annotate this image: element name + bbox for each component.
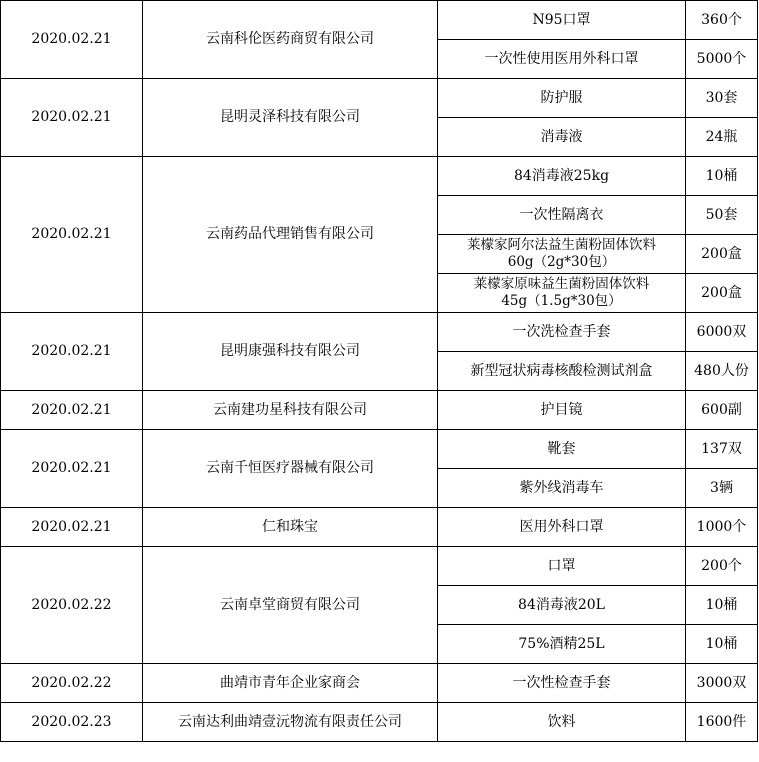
qty-cell: 1000个	[686, 508, 758, 547]
qty-cell: 50套	[686, 196, 758, 235]
qty-cell: 5000个	[686, 40, 758, 79]
item-cell	[438, 274, 686, 313]
table-row	[1, 313, 758, 352]
qty-cell: 200盒	[686, 274, 758, 313]
date-cell: 2020.02.22	[1, 664, 143, 703]
donor-cell: 云南药品代理销售有限公司	[143, 157, 438, 313]
date-cell: 2020.02.21	[1, 313, 143, 391]
date-cell: 2020.02.21	[1, 79, 143, 157]
item-cell: 紫外线消毒车	[438, 469, 686, 508]
table-row	[1, 508, 758, 547]
qty-cell: 1600件	[686, 703, 758, 742]
qty-cell: 360个	[686, 1, 758, 40]
table-row	[1, 547, 758, 586]
qty-cell: 200盒	[686, 235, 758, 274]
item-cell: 84消毒液25kg	[438, 157, 686, 196]
donor-cell: 云南达利曲靖壹沅物流有限责任公司	[143, 703, 438, 742]
donor-cell: 昆明康强科技有限公司	[143, 313, 438, 391]
qty-cell: 200个	[686, 547, 758, 586]
table-row	[1, 157, 758, 196]
item-spec-line: 60g（2g*30包）	[507, 254, 616, 270]
date-cell: 2020.02.21	[1, 1, 143, 79]
item-cell: 84消毒液20L	[438, 586, 686, 625]
qty-cell: 3000双	[686, 664, 758, 703]
qty-cell: 10桶	[686, 586, 758, 625]
item-cell: N95口罩	[438, 1, 686, 40]
qty-cell: 30套	[686, 79, 758, 118]
item-cell: 75%酒精25L	[438, 625, 686, 664]
qty-cell: 6000双	[686, 313, 758, 352]
item-cell: 口罩	[438, 547, 686, 586]
date-cell: 2020.02.21	[1, 508, 143, 547]
donor-cell: 仁和珠宝	[143, 508, 438, 547]
item-cell	[438, 235, 686, 274]
donor-cell: 云南千恒医疗器械有限公司	[143, 430, 438, 508]
date-cell: 2020.02.21	[1, 430, 143, 508]
item-cell: 护目镜	[438, 391, 686, 430]
item-cell: 一次洗检查手套	[438, 313, 686, 352]
qty-cell: 10桶	[686, 625, 758, 664]
item-cell: 消毒液	[438, 118, 686, 157]
qty-cell: 10桶	[686, 157, 758, 196]
qty-cell: 24瓶	[686, 118, 758, 157]
date-cell: 2020.02.21	[1, 157, 143, 313]
table-row	[1, 430, 758, 469]
date-cell: 2020.02.21	[1, 391, 143, 430]
donor-cell: 昆明灵泽科技有限公司	[143, 79, 438, 157]
qty-cell: 480人份	[686, 352, 758, 391]
qty-cell: 600副	[686, 391, 758, 430]
item-cell: 防护服	[438, 79, 686, 118]
item-cell: 一次性检查手套	[438, 664, 686, 703]
donor-cell: 云南科伦医药商贸有限公司	[143, 1, 438, 79]
table-row	[1, 1, 758, 40]
donor-cell: 云南建功星科技有限公司	[143, 391, 438, 430]
table-row	[1, 703, 758, 742]
table-row	[1, 664, 758, 703]
donor-cell: 曲靖市青年企业家商会	[143, 664, 438, 703]
qty-cell: 3辆	[686, 469, 758, 508]
date-cell: 2020.02.23	[1, 703, 143, 742]
date-cell: 2020.02.22	[1, 547, 143, 664]
item-spec-line: 45g（1.5g*30包）	[501, 293, 622, 309]
item-cell: 新型冠状病毒核酸检测试剂盒	[438, 352, 686, 391]
table-row	[1, 391, 758, 430]
item-cell: 饮料	[438, 703, 686, 742]
item-cell: 一次性隔离衣	[438, 196, 686, 235]
item-cell: 靴套	[438, 430, 686, 469]
donor-cell: 云南卓堂商贸有限公司	[143, 547, 438, 664]
item-cell: 医用外科口罩	[438, 508, 686, 547]
table-row	[1, 79, 758, 118]
item-cell: 一次性使用医用外科口罩	[438, 40, 686, 79]
item-name-line: 莱檬家原味益生菌粉固体饮料	[473, 276, 650, 292]
item-name-line: 莱檬家阿尔法益生菌粉固体饮料	[467, 237, 656, 253]
qty-cell: 137双	[686, 430, 758, 469]
